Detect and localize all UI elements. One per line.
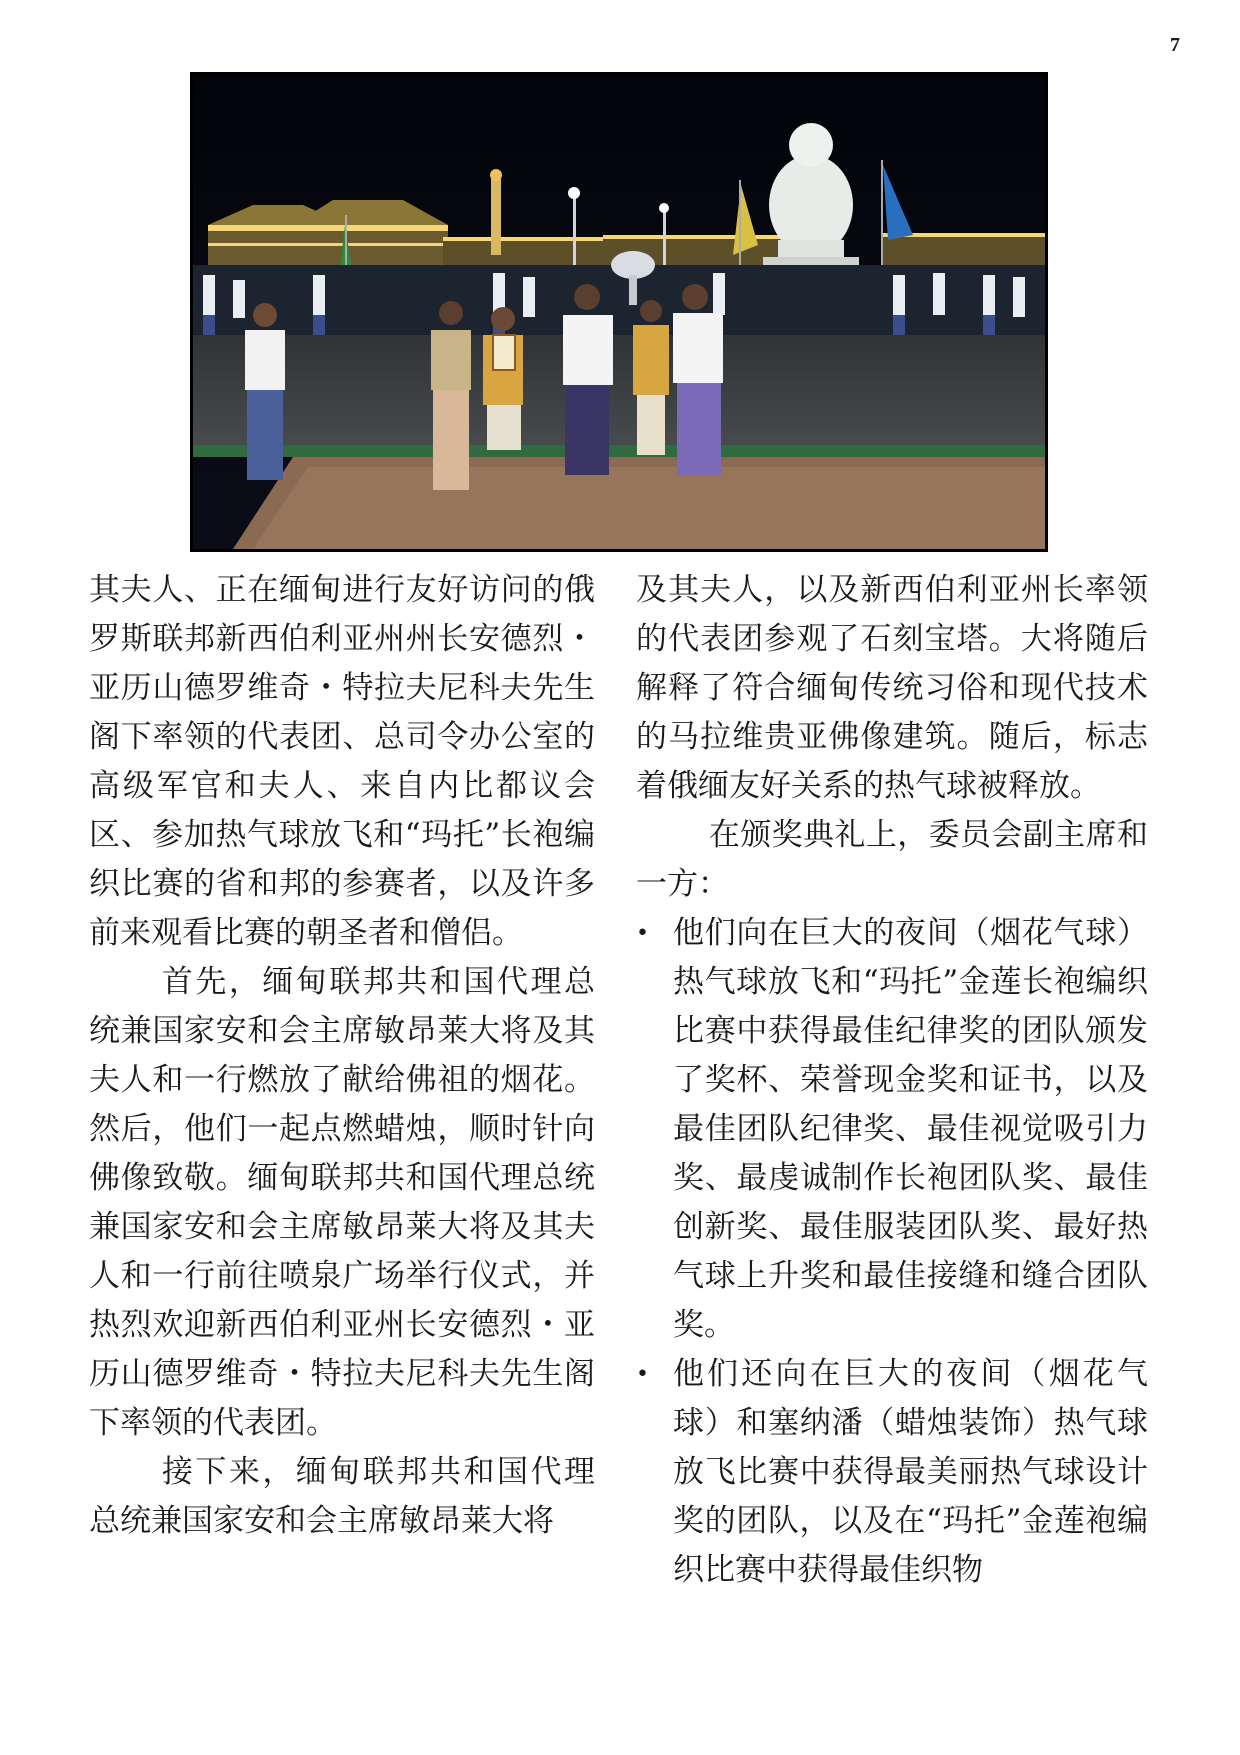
- left-paragraph-3: 接下来，缅甸联邦共和国代理总统兼国家安和会主席敏昂莱大将: [89, 1454, 595, 1539]
- award-list-item: [636, 909, 1148, 1350]
- page-number: 7: [1170, 34, 1180, 56]
- award-list-item-text: 他们向在巨大的夜间（烟花气球）热气球放飞和“玛托”金莲长袍编织比赛中获得最佳纪律奖的团队颁发了奖杯、荣誉现金奖和证书，以及最佳团队纪律奖、最佳视觉吸引力奖、最虔诚制作长袍团队奖、最佳创新奖、最佳服装团队奖、最好热气球上升奖和最佳接缝和缝合团队奖。: [673, 915, 1148, 1343]
- award-list-item-text: 他们还向在巨大的夜间（烟花气球）和塞纳潘（蜡烛装饰）热气球放飞比赛中获得最美丽热气球设计奖的团队，以及在“玛托”金莲袍编织比赛中获得最佳织物: [673, 1356, 1148, 1588]
- right-column: [636, 566, 1148, 1595]
- ceremony-photo-icon: [193, 75, 1045, 549]
- right-paragraph-1: 及其夫人，以及新西伯利亚州长率领的代表团参观了石刻宝塔。大将随后解释了符合缅甸传统习俗和现代技术的马拉维贵亚佛像建筑。随后，标志着俄缅友好关系的热气球被释放。: [636, 572, 1148, 804]
- award-list-item: [636, 1350, 1148, 1595]
- ceremony-photo: [190, 72, 1048, 552]
- right-paragraph-2: 在颁奖典礼上，委员会副主席和一方：: [636, 817, 1148, 902]
- left-paragraph-1: 其夫人、正在缅甸进行友好访问的俄罗斯联邦新西伯利亚州州长安德烈・亚历山德罗维奇・特拉夫尼科夫先生阁下率领的代表团、总司令办公室的高级军官和夫人、来自内比都议会区、参加热气球放飞和“玛托”长袍编织比赛的省和邦的参赛者，以及许多前来观看比赛的朝圣者和僧侣。: [89, 572, 595, 951]
- bullet-icon: •: [636, 1362, 649, 1387]
- left-paragraph-2: 首先，缅甸联邦共和国代理总统兼国家安和会主席敏昂莱大将及其夫人和一行燃放了献给佛祖的烟花。然后，他们一起点燃蜡烛，顺时针向佛像致敬。缅甸联邦共和国代理总统兼国家安和会主席敏昂莱大将及其夫人和一行前往喷泉广场举行仪式，并热烈欢迎新西伯利亚州长安德烈・亚历山德罗维奇・特拉夫尼科夫先生阁下率领的代表团。: [89, 964, 595, 1441]
- left-column: [89, 566, 595, 1546]
- bullet-icon: •: [636, 921, 649, 946]
- award-list: [636, 909, 1148, 1595]
